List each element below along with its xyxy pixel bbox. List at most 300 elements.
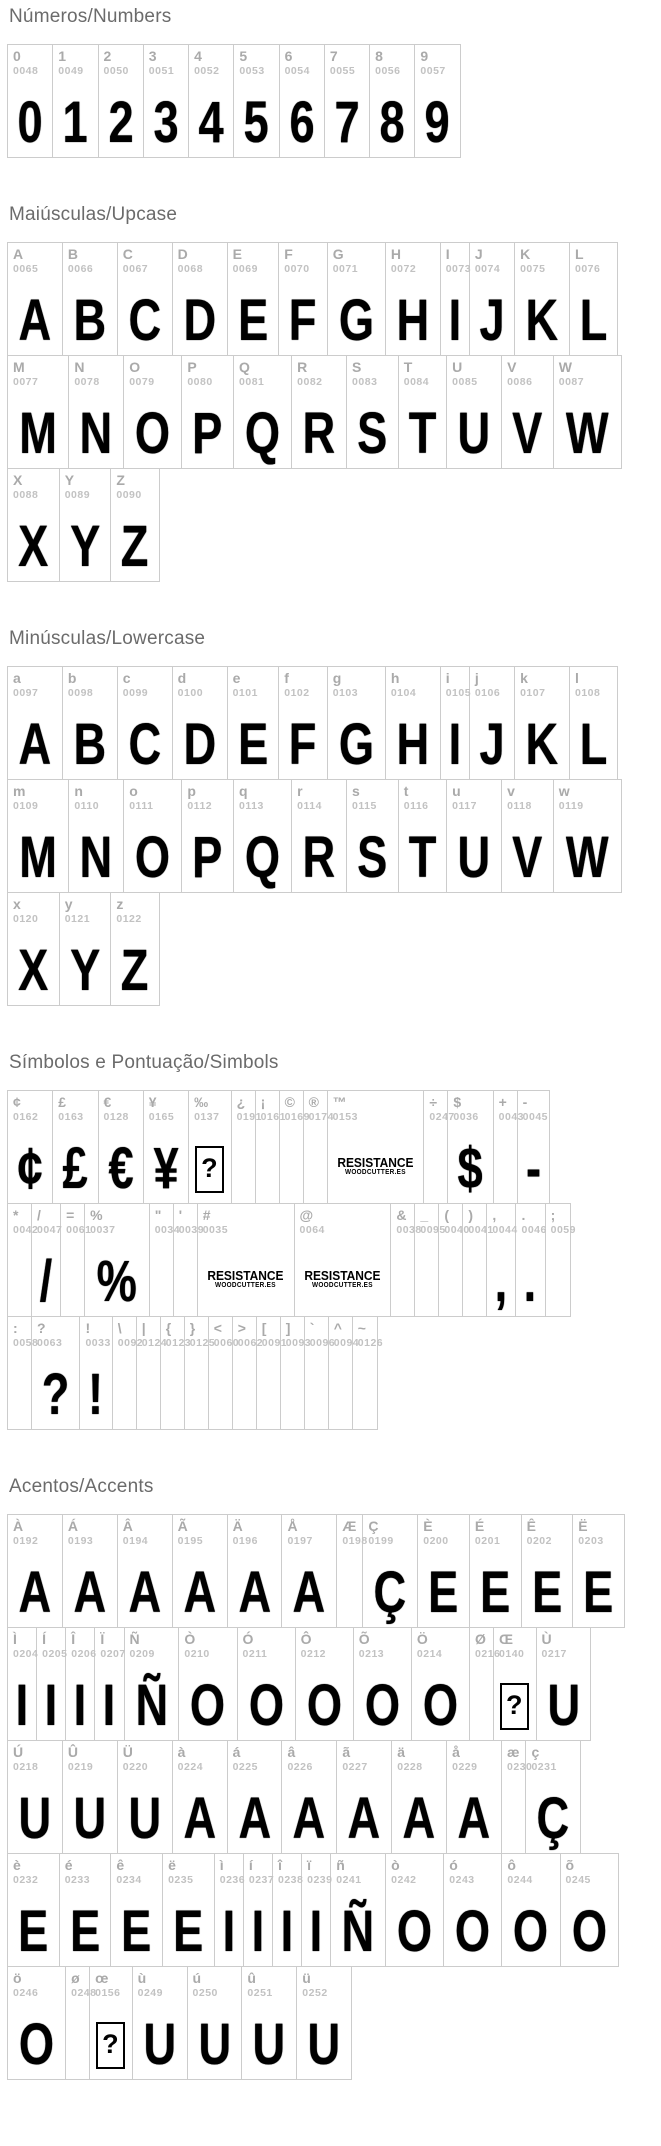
char-cell: ô 0244 O	[502, 1854, 560, 1966]
logo-line2: WOODCUTTER.ES	[344, 1169, 406, 1176]
char-cell: H 0072 H	[386, 243, 441, 355]
char-glyph: J	[479, 288, 504, 353]
char-glyph: U	[457, 825, 490, 890]
char-label: y	[64, 896, 73, 912]
char-cell: { 0123	[161, 1317, 185, 1429]
glyph-area	[155, 1237, 167, 1310]
char-cell: ` 0096	[305, 1317, 329, 1429]
charmap-row	[7, 44, 461, 158]
char-cell: Ä 0196 A	[228, 1515, 283, 1627]
char-cell: ( 0040	[439, 1204, 463, 1316]
char-label: ç	[531, 1744, 540, 1760]
charmap-row	[7, 355, 622, 469]
char-glyph: I	[44, 1673, 57, 1738]
char-label: g	[332, 670, 342, 686]
char-cell: É 0201 E	[470, 1515, 522, 1627]
char-glyph: T	[408, 825, 436, 890]
logo-line1: RESISTANCE	[303, 1268, 381, 1283]
char-cell: L 0076 L	[570, 243, 617, 355]
char-cell: 6 0054 6	[280, 45, 325, 157]
resistance-logo-glyph	[337, 1156, 413, 1177]
glyph-area	[104, 78, 137, 155]
glyph-area	[233, 1548, 276, 1625]
glyph-area	[404, 813, 440, 890]
char-glyph: E	[121, 1899, 151, 1964]
char-label: >	[237, 1320, 246, 1336]
glyph-area	[396, 1237, 408, 1310]
char-label: /	[37, 1207, 41, 1223]
char-label: ®	[308, 1094, 319, 1110]
char-label: ì	[219, 1857, 224, 1873]
char-glyph: O	[422, 1673, 458, 1738]
char-cell: õ 0245 O	[561, 1854, 618, 1966]
glyph-area	[184, 1661, 230, 1738]
glyph-area	[13, 389, 62, 466]
char-cell: ! 0033 !	[80, 1317, 112, 1429]
char-cell: Ñ 0209 Ñ	[125, 1628, 180, 1740]
char-cell: Ô 0212 O	[296, 1628, 354, 1740]
char-cell: å 0229 A	[447, 1741, 502, 1853]
char-glyph: A	[292, 1560, 325, 1625]
char-glyph: Z	[121, 514, 149, 579]
char-glyph: Y	[69, 514, 100, 579]
char-label: ]	[285, 1320, 291, 1336]
char-glyph: I	[222, 1899, 235, 1964]
glyph-area	[284, 700, 320, 777]
char-cell: Ò 0210 O	[179, 1628, 237, 1740]
char-glyph: E	[428, 1560, 458, 1625]
char-glyph: O	[248, 1673, 283, 1738]
glyph-area	[342, 1548, 356, 1621]
char-glyph: X	[18, 514, 48, 579]
char-cell: ? 0063 ?	[32, 1317, 80, 1429]
glyph-area	[507, 813, 547, 890]
char-cell: O 0079 O	[124, 356, 182, 468]
char-label: U	[452, 359, 463, 375]
charmap-row	[7, 242, 618, 356]
char-label: ü	[302, 1970, 311, 1986]
char-cell: 7 0055 7	[325, 45, 370, 157]
glyph-area	[300, 1237, 385, 1310]
char-glyph: V	[512, 401, 542, 466]
glyph-area	[37, 1350, 73, 1427]
char-label: }	[189, 1320, 196, 1336]
glyph-area	[520, 700, 563, 777]
char-cell: ä 0228 A	[392, 1741, 447, 1853]
glyph-area	[336, 1887, 379, 1964]
char-cell: R 0082 R	[292, 356, 347, 468]
char-cell: D 0068 D	[173, 243, 228, 355]
glyph-area	[71, 2000, 83, 2073]
glyph-area	[333, 276, 379, 353]
char-cell: C 0067 C	[118, 243, 173, 355]
char-label: é	[64, 1857, 73, 1873]
glyph-area	[118, 1350, 130, 1423]
char-glyph: 6	[289, 90, 314, 155]
char-cell: Ü 0220 U	[118, 1741, 173, 1853]
char-glyph: O	[396, 1899, 432, 1964]
glyph-area	[285, 78, 318, 155]
glyph-area	[310, 1350, 322, 1423]
char-glyph: A	[183, 1560, 216, 1625]
glyph-area	[566, 1887, 612, 1964]
char-cell: p 0112 P	[182, 780, 234, 892]
char-glyph: O	[18, 2012, 54, 2077]
char-glyph: O	[571, 1899, 606, 1964]
char-glyph: C	[128, 712, 161, 777]
glyph-area	[178, 1548, 221, 1625]
char-label: |	[141, 1320, 146, 1336]
char-glyph: U	[73, 1786, 106, 1851]
char-cell: B 0066 B	[63, 243, 118, 355]
char-label: ù	[137, 1970, 147, 1986]
char-label: Œ	[499, 1631, 514, 1647]
char-cell: Ó 0211 O	[238, 1628, 296, 1740]
char-label: 0	[13, 48, 21, 64]
glyph-area	[190, 1350, 202, 1423]
char-cell: # 0035 RESISTANCE WOODCUTTER.ES	[198, 1204, 295, 1316]
char-cell: í 0237 I	[244, 1854, 273, 1966]
glyph-area	[452, 389, 495, 466]
missing-glyph-box: ?	[500, 1683, 529, 1730]
char-cell: > 0062	[233, 1317, 257, 1429]
glyph-area	[187, 389, 227, 466]
glyph-area	[551, 1237, 564, 1310]
char-label: q	[239, 783, 248, 799]
char-cell: ü 0252 U	[297, 1967, 351, 2079]
char-glyph: $	[457, 1136, 483, 1201]
char-label: ô	[507, 1857, 516, 1873]
char-label: W	[558, 359, 572, 375]
glyph-area	[187, 813, 227, 890]
char-label: c	[122, 670, 131, 686]
char-label: Ó	[242, 1631, 254, 1647]
char-glyph: O	[135, 401, 170, 466]
char-label: B	[67, 246, 79, 262]
charmap-section	[7, 6, 661, 158]
glyph-area	[239, 389, 285, 466]
char-glyph: V	[512, 825, 542, 890]
char-glyph: M	[19, 825, 57, 890]
char-label: P	[187, 359, 197, 375]
glyph-area	[261, 1124, 273, 1197]
char-cell: ¥ 0165 ¥	[144, 1091, 189, 1203]
char-cell: e 0101 E	[228, 667, 280, 779]
char-cell: € 0128 €	[99, 1091, 144, 1203]
glyph-area	[68, 276, 111, 353]
char-label: È	[423, 1518, 433, 1534]
char-cell: f 0102 F	[279, 667, 327, 779]
char-cell: © 0169	[280, 1091, 304, 1203]
glyph-area	[58, 78, 91, 155]
char-cell: ë 0235 E	[163, 1854, 215, 1966]
glyph-area	[13, 2000, 59, 2077]
char-glyph: O	[455, 1899, 490, 1964]
glyph-area	[499, 1124, 511, 1197]
glyph-area	[233, 276, 273, 353]
char-cell: P 0080 P	[182, 356, 234, 468]
char-glyph: I	[448, 712, 461, 777]
char-cell: a 0097 A	[8, 667, 63, 779]
char-glyph: Ç	[536, 1786, 569, 1851]
char-label: i	[445, 670, 450, 686]
char-label: â	[287, 1744, 296, 1760]
char-label: I	[445, 246, 450, 262]
char-cell: ó 0243 O	[444, 1854, 502, 1966]
char-label: 2	[103, 48, 112, 64]
glyph-area	[559, 813, 615, 890]
char-label: <	[213, 1320, 222, 1336]
glyph-area	[129, 813, 175, 890]
char-cell: A 0065 A	[8, 243, 63, 355]
logo-line1: RESISTANCE	[207, 1268, 284, 1283]
char-glyph: A	[73, 1560, 106, 1625]
glyph-area	[138, 2000, 181, 2077]
char-cell: ] 0093	[281, 1317, 305, 1429]
char-cell: 5 0053 5	[234, 45, 279, 157]
char-label: å	[452, 1744, 460, 1760]
char-cell: ‰ 0137 ?	[189, 1091, 232, 1203]
char-label: ;	[550, 1207, 556, 1223]
char-label: ?	[37, 1320, 46, 1336]
char-cell: v 0118 V	[502, 780, 554, 892]
char-cell: = 0061	[61, 1204, 85, 1316]
char-label: N	[74, 359, 85, 375]
char-cell: ® 0174	[304, 1091, 328, 1203]
glyph-area	[285, 1124, 297, 1197]
char-cell: ñ 0241 Ñ	[331, 1854, 386, 1966]
char-label: €	[103, 1094, 112, 1110]
char-glyph: A	[18, 288, 51, 353]
glyph-area	[449, 1887, 495, 1964]
glyph-area	[129, 389, 175, 466]
char-label: á	[232, 1744, 241, 1760]
char-label: l	[574, 670, 579, 686]
char-glyph: A	[18, 1560, 51, 1625]
glyph-area	[444, 1237, 456, 1310]
glyph-area	[116, 926, 152, 1003]
glyph-area	[116, 1887, 156, 1964]
glyph-area	[203, 1237, 288, 1310]
char-cell: Œ 0140 ?	[494, 1628, 537, 1740]
glyph-area	[453, 1124, 486, 1201]
char-cell: x 0120 X	[8, 893, 60, 1005]
glyph-area	[334, 1350, 346, 1423]
char-label: Ë	[578, 1518, 588, 1534]
glyph-area	[397, 1774, 440, 1851]
char-label: Ö	[416, 1631, 428, 1647]
char-cell: ¡ 0161	[256, 1091, 280, 1203]
char-glyph: I	[251, 1899, 264, 1964]
char-label: (	[444, 1207, 450, 1223]
char-label: +	[498, 1094, 507, 1110]
char-cell: 9 0057 9	[415, 45, 459, 157]
char-label: p	[187, 783, 196, 799]
char-label: £	[58, 1094, 67, 1110]
char-glyph: U	[547, 1673, 579, 1738]
glyph-area	[13, 1350, 25, 1423]
char-cell: 1 0049 1	[53, 45, 98, 157]
char-label: s	[352, 783, 360, 799]
char-label: r	[297, 783, 303, 799]
char-glyph: P	[192, 825, 222, 890]
char-glyph: K	[525, 288, 558, 353]
glyph-area	[391, 700, 434, 777]
char-cell: " 0034	[150, 1204, 174, 1316]
char-glyph: M	[19, 401, 57, 466]
char-label: Ä	[232, 1518, 243, 1534]
char-glyph: 0	[17, 90, 42, 155]
char-label: ú	[192, 1970, 202, 1986]
char-label: Ô	[300, 1631, 312, 1647]
glyph-area	[578, 1548, 618, 1625]
char-cell: m 0109 M	[8, 780, 69, 892]
char-label: Ã	[177, 1518, 188, 1534]
char-glyph: A	[18, 712, 51, 777]
char-cell: ö 0246 O	[8, 1967, 66, 2079]
glyph-area	[302, 2000, 345, 2077]
glyph-area	[352, 389, 392, 466]
char-label: ~	[357, 1320, 366, 1336]
char-cell: 8 0056 8	[370, 45, 415, 157]
char-label: -	[522, 1094, 528, 1110]
charmap-section	[7, 1052, 661, 1430]
char-label: 9	[420, 48, 429, 64]
char-cell: S 0083 S	[347, 356, 399, 468]
charmap-row	[7, 468, 160, 582]
glyph-area	[100, 1661, 117, 1738]
glyph-area	[142, 1350, 154, 1423]
glyph-area	[13, 926, 53, 1003]
char-cell: I 0073 I	[441, 243, 470, 355]
char-cell: G 0071 G	[328, 243, 386, 355]
char-cell: ¿ 0191	[232, 1091, 256, 1203]
char-cell: } 0125	[185, 1317, 209, 1429]
char-cell: \ 0092	[113, 1317, 137, 1429]
char-label: )	[468, 1207, 474, 1223]
glyph-area	[178, 700, 221, 777]
char-cell: y 0121 Y	[60, 893, 112, 1005]
char-label: {	[165, 1320, 172, 1336]
charmap-row	[7, 1740, 581, 1854]
glyph-area	[507, 1887, 553, 1964]
logo-line2: WOODCUTTER.ES	[311, 1282, 373, 1289]
char-label: ‰	[194, 1094, 209, 1110]
char-label: ÷	[429, 1094, 438, 1110]
char-glyph: A	[457, 1786, 490, 1851]
glyph-area	[238, 1350, 250, 1423]
char-cell: Z 0090 Z	[111, 469, 158, 581]
glyph-area	[37, 1237, 54, 1314]
char-label: '	[178, 1207, 183, 1223]
glyph-area	[446, 276, 463, 353]
char-glyph: Q	[244, 825, 280, 890]
char-glyph: ,	[495, 1249, 507, 1314]
char-cell: W 0087 W	[554, 356, 621, 468]
char-cell: i 0105 I	[441, 667, 470, 779]
char-label: í	[248, 1857, 253, 1873]
char-label: k	[520, 670, 528, 686]
char-cell: £ 0163 £	[53, 1091, 98, 1203]
glyph-area	[95, 2000, 126, 2073]
char-label: K	[520, 246, 531, 262]
char-label: Ê	[526, 1518, 536, 1534]
char-label: 4	[194, 48, 202, 64]
glyph-area	[194, 1124, 225, 1197]
glyph-area	[297, 813, 340, 890]
glyph-area	[13, 1237, 25, 1310]
glyph-area	[214, 1350, 226, 1423]
char-glyph: O	[190, 1673, 225, 1738]
char-cell: ÷ 0247	[424, 1091, 448, 1203]
glyph-area	[452, 813, 495, 890]
glyph-area	[330, 78, 363, 155]
glyph-area	[475, 276, 508, 353]
glyph-area	[468, 1237, 480, 1310]
glyph-area	[68, 1548, 111, 1625]
char-glyph: O	[135, 825, 170, 890]
char-glyph: D	[183, 288, 216, 353]
char-glyph: 3	[153, 90, 178, 155]
glyph-area	[13, 1774, 56, 1851]
char-label: C	[122, 246, 133, 262]
char-glyph: A	[128, 1560, 161, 1625]
char-cell: Î 0206 I	[66, 1628, 95, 1740]
glyph-area	[492, 1237, 509, 1314]
char-label: Æ	[342, 1518, 357, 1534]
char-label: ¡	[260, 1094, 266, 1110]
section-title: Minúsculas/Lowercase	[9, 628, 206, 649]
char-glyph: U	[128, 1786, 161, 1851]
char-label: ^	[333, 1320, 342, 1336]
charmap-row	[7, 1203, 576, 1317]
glyph-area	[333, 700, 379, 777]
char-label: ¿	[236, 1094, 246, 1110]
char-label: z	[116, 896, 124, 912]
charmap-row	[7, 1853, 619, 1967]
char-label: G	[332, 246, 344, 262]
charmap-row	[7, 779, 622, 893]
glyph-area	[420, 78, 453, 155]
missing-glyph-box: ?	[195, 1146, 224, 1193]
char-cell: ï 0239 I	[302, 1854, 331, 1966]
char-label: ï	[307, 1857, 312, 1873]
char-glyph: !	[88, 1362, 103, 1427]
glyph-area	[65, 502, 105, 579]
glyph-area	[520, 276, 563, 353]
char-glyph: T	[408, 401, 436, 466]
glyph-area	[542, 1661, 585, 1738]
glyph-area	[71, 1661, 88, 1738]
glyph-area	[475, 1548, 515, 1625]
char-glyph: Ç	[373, 1560, 406, 1625]
glyph-area	[507, 1774, 519, 1847]
glyph-area	[168, 1887, 208, 1964]
char-glyph: £	[62, 1136, 88, 1201]
char-label: Ü	[122, 1744, 133, 1760]
char-glyph: -	[525, 1136, 540, 1201]
char-glyph: J	[479, 712, 504, 777]
glyph-area	[531, 1774, 574, 1851]
char-glyph: U	[457, 401, 490, 466]
char-cell: Ç 0199 Ç	[363, 1515, 418, 1627]
glyph-area	[66, 1237, 78, 1310]
char-glyph: A	[238, 1786, 270, 1851]
glyph-area	[297, 389, 340, 466]
char-glyph: F	[289, 288, 316, 353]
char-label: Y	[64, 472, 75, 488]
char-cell: 0 0048 0	[8, 45, 53, 157]
